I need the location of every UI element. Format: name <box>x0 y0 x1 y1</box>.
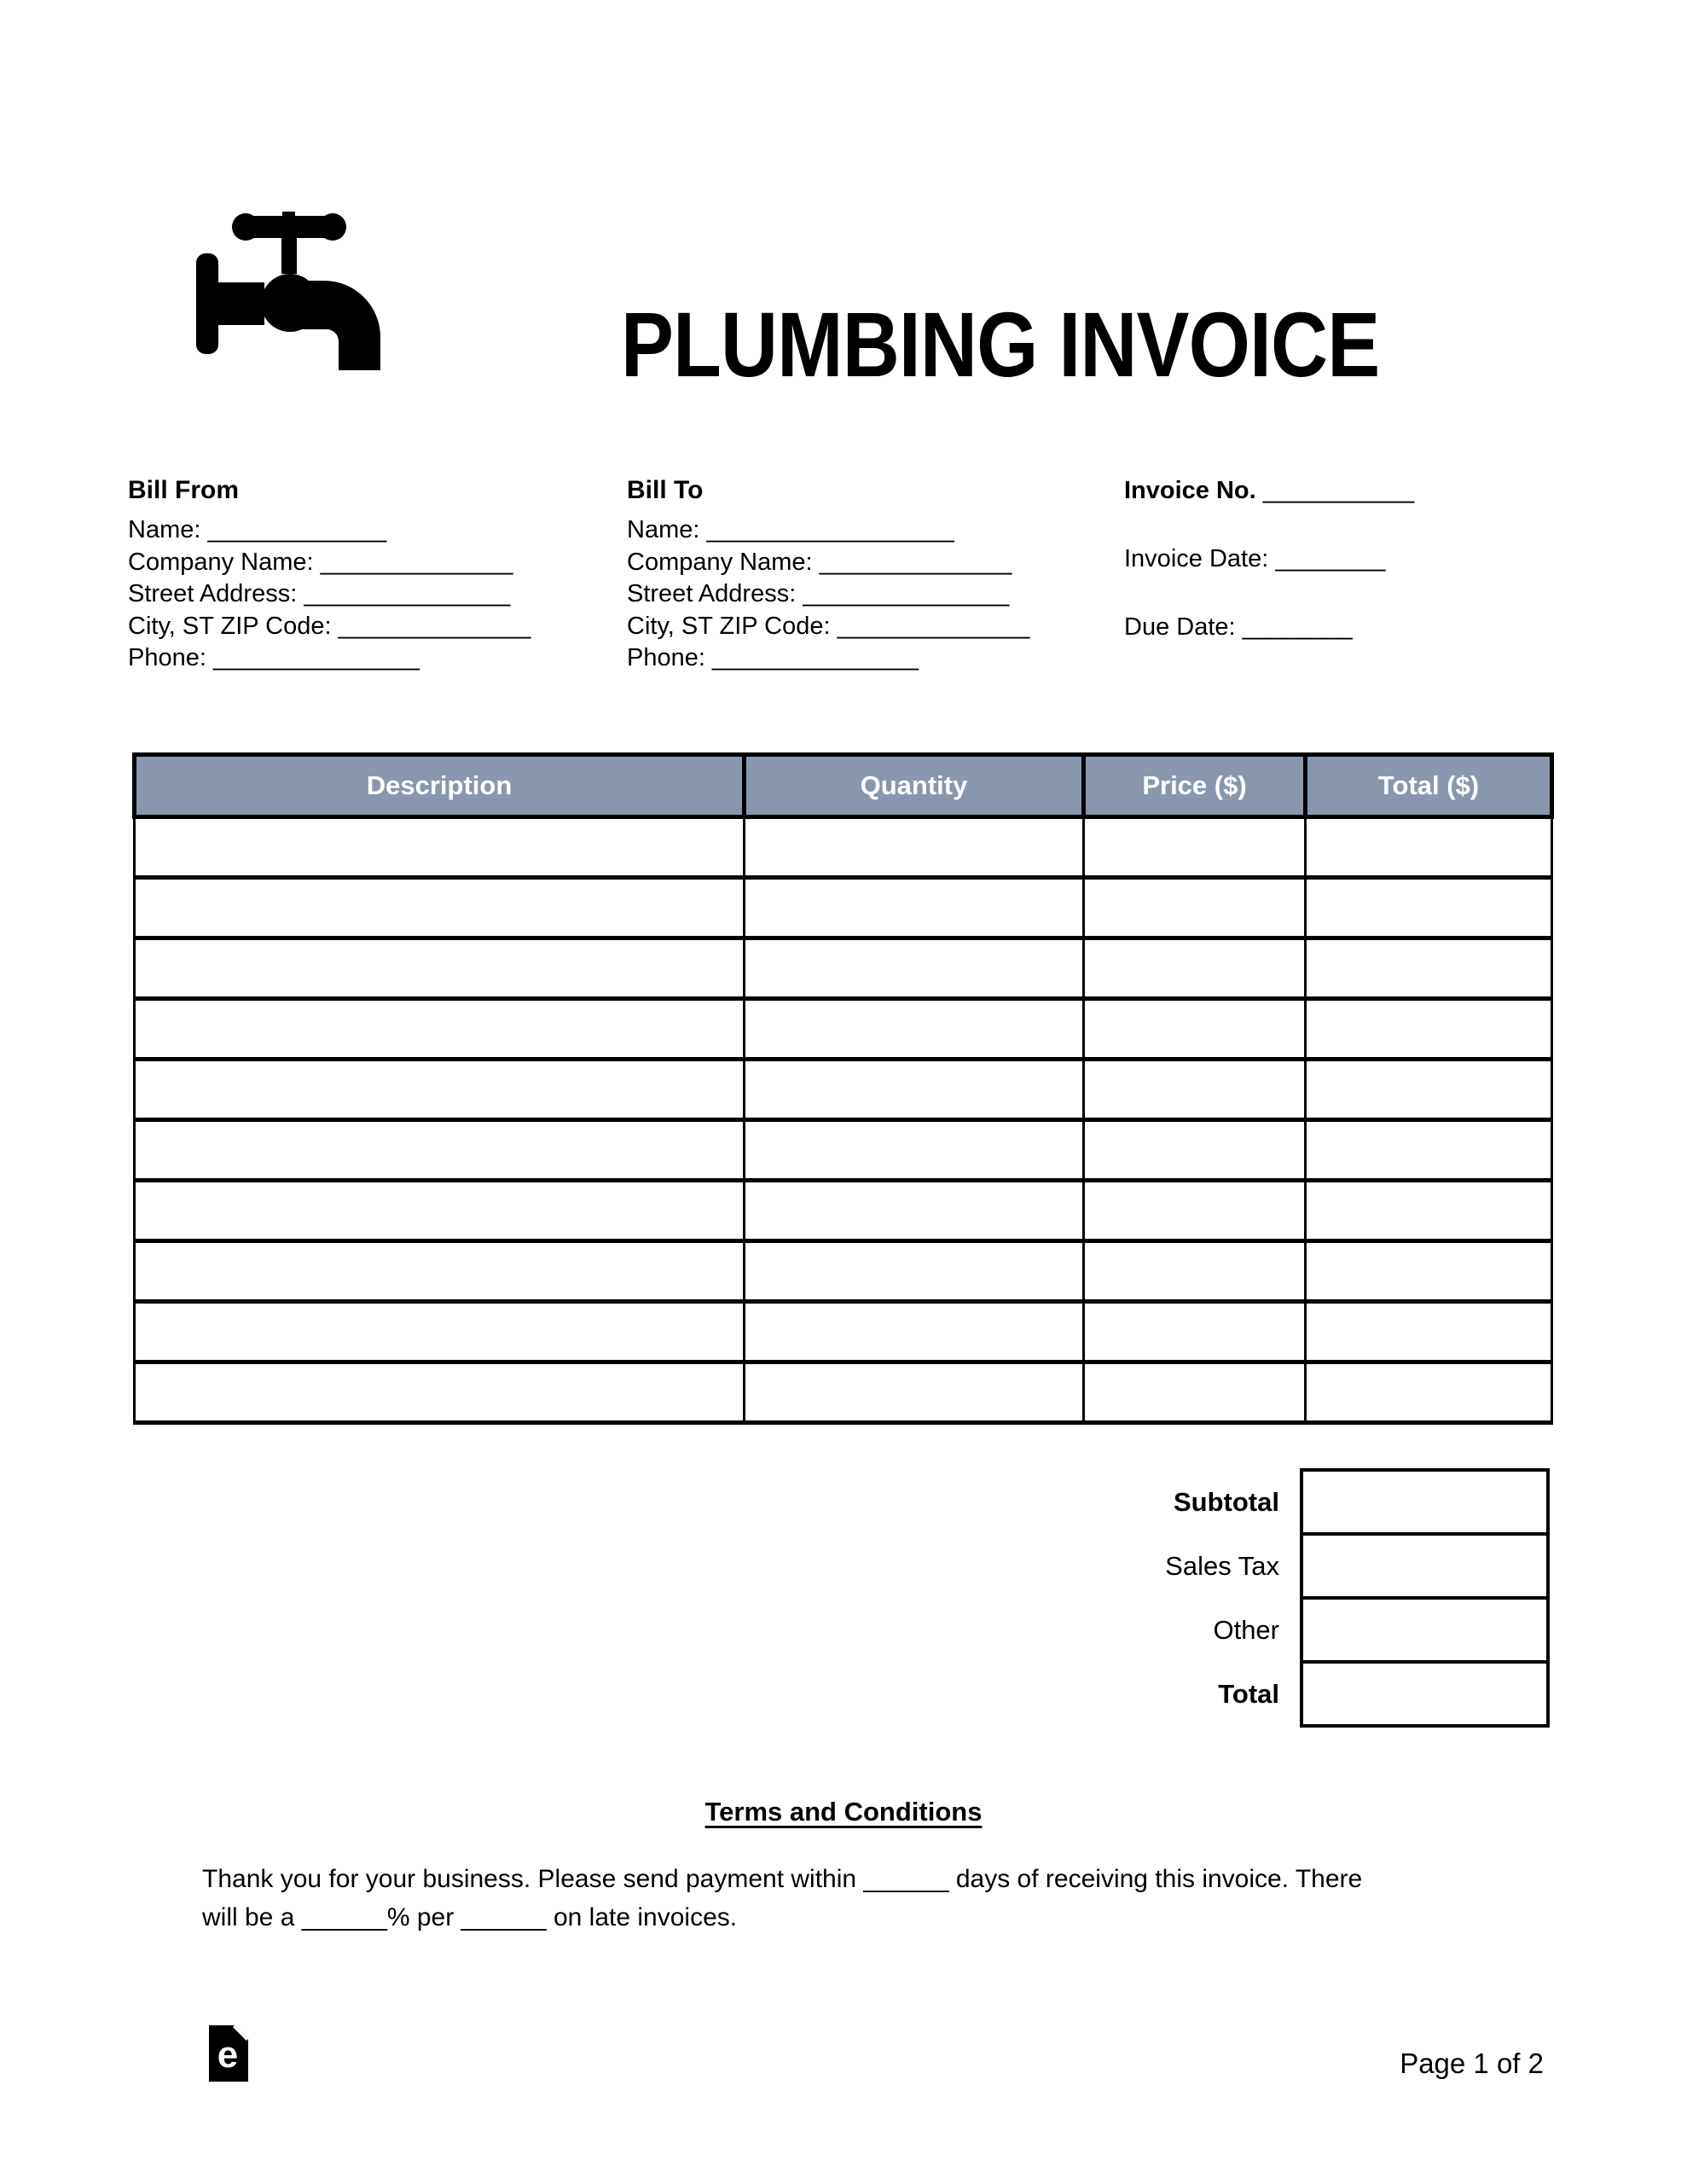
cell-price <box>1084 1362 1306 1423</box>
bill-from-city-line: City, ST ZIP Code: ______________ <box>128 612 531 640</box>
bill-to-company-line: Company Name: ______________ <box>627 548 1012 576</box>
terms-paragraph <box>202 1860 1533 1937</box>
table-row <box>135 999 1552 1060</box>
cell-price <box>1084 817 1306 878</box>
column-header-description: Description <box>135 755 745 817</box>
other-row <box>132 1596 1550 1664</box>
column-header-quantity: Quantity <box>745 755 1084 817</box>
cell-price <box>1084 1181 1306 1241</box>
cell-total <box>1306 878 1552 938</box>
total-value-box <box>1300 1660 1550 1728</box>
cell-description <box>135 1302 745 1362</box>
invoice-meta-section <box>1124 474 1585 679</box>
subtotal-row <box>132 1468 1550 1536</box>
invoice-date-blank: ________ <box>1268 545 1386 572</box>
faucet-handle-ball-left <box>232 213 259 241</box>
cell-price <box>1084 878 1306 938</box>
cell-price <box>1084 999 1306 1060</box>
due-date-label: Due Date: <box>1124 613 1236 641</box>
table-row <box>135 1060 1552 1120</box>
cell-description <box>135 999 745 1060</box>
bill-to-phone-line: Phone: _______________ <box>627 644 919 671</box>
other-value-box <box>1300 1596 1550 1664</box>
cell-total <box>1306 938 1552 999</box>
faucet-spout <box>290 281 380 370</box>
column-header-price: Price ($) <box>1084 755 1306 817</box>
cell-total <box>1306 1060 1552 1120</box>
column-header-total: Total ($) <box>1306 755 1552 817</box>
cell-price <box>1084 1060 1306 1120</box>
bill-to-section <box>627 474 1113 675</box>
terms-line-1: Thank you for your business. Please send payment within ______ days of receiving this invoice. There <box>202 1865 1363 1893</box>
terms-line-2: will be a ______% per ______ on late invoices. <box>202 1903 738 1931</box>
cell-quantity <box>745 1241 1084 1302</box>
page-number: Page 1 of 2 <box>1400 2048 1544 2079</box>
eforms-logo-letter: e <box>217 2034 239 2076</box>
faucet-pipe <box>215 282 264 325</box>
cell-quantity <box>745 938 1084 999</box>
cell-description <box>135 1120 745 1181</box>
sales-tax-value-box <box>1300 1532 1550 1600</box>
page-title: PLUMBING INVOICE <box>621 293 1380 396</box>
cell-price <box>1084 1302 1306 1362</box>
cell-total <box>1306 817 1552 878</box>
table-row <box>135 817 1552 878</box>
eforms-logo-icon <box>209 2025 248 2082</box>
cell-description <box>135 1181 745 1241</box>
cell-price <box>1084 1120 1306 1181</box>
table-row <box>135 1241 1552 1302</box>
terms-heading: Terms and Conditions <box>704 1797 983 1827</box>
cell-quantity <box>745 999 1084 1060</box>
cell-price <box>1084 1241 1306 1302</box>
cell-description <box>135 878 745 938</box>
table-row <box>135 938 1552 999</box>
table-header-row <box>135 755 1552 817</box>
cell-total <box>1306 1362 1552 1423</box>
sales-tax-label: Sales Tax <box>1165 1550 1279 1581</box>
cell-total <box>1306 1302 1552 1362</box>
cell-description <box>135 817 745 878</box>
cell-quantity <box>745 878 1084 938</box>
cell-quantity <box>745 817 1084 878</box>
faucet-handle-ball-right <box>319 213 346 241</box>
bill-to-heading: Bill To <box>627 476 704 504</box>
cell-description <box>135 1241 745 1302</box>
other-label: Other <box>1213 1614 1279 1645</box>
cell-quantity <box>745 1362 1084 1423</box>
invoice-number-blank: ___________ <box>1255 477 1415 504</box>
faucet-stem <box>281 235 297 274</box>
total-row <box>132 1660 1550 1728</box>
cell-description <box>135 1060 745 1120</box>
table-row <box>135 1302 1552 1362</box>
cell-quantity <box>745 1181 1084 1241</box>
invoice-table-body <box>135 817 1552 1423</box>
table-row <box>135 1120 1552 1181</box>
table-row <box>135 1181 1552 1241</box>
due-date-line <box>1124 611 1585 643</box>
total-label: Total <box>1218 1678 1279 1709</box>
due-date-blank: ________ <box>1235 613 1353 641</box>
subtotal-value-box <box>1300 1468 1550 1536</box>
sales-tax-row <box>132 1532 1550 1600</box>
bill-from-company-line: Company Name: ______________ <box>128 548 513 576</box>
cell-quantity <box>745 1060 1084 1120</box>
cell-price <box>1084 938 1306 999</box>
cell-total <box>1306 1120 1552 1181</box>
cell-total <box>1306 1181 1552 1241</box>
table-row <box>135 1362 1552 1423</box>
table-row <box>135 878 1552 938</box>
invoice-date-line <box>1124 543 1585 575</box>
invoice-number-line <box>1124 474 1585 507</box>
bill-from-phone-line: Phone: _______________ <box>128 644 420 671</box>
bill-to-street-line: Street Address: _______________ <box>627 580 1010 607</box>
totals-section <box>132 1468 1550 1728</box>
cell-description <box>135 938 745 999</box>
cell-quantity <box>745 1120 1084 1181</box>
bill-to-name-line: Name: __________________ <box>627 516 954 543</box>
bill-from-street-line: Street Address: _______________ <box>128 580 511 607</box>
cell-total <box>1306 1241 1552 1302</box>
cell-description <box>135 1362 745 1423</box>
invoice-number-label: Invoice No. <box>1124 477 1256 504</box>
cell-total <box>1306 999 1552 1060</box>
bill-from-section <box>128 474 614 675</box>
bill-from-heading: Bill From <box>128 476 240 504</box>
bill-to-city-line: City, ST ZIP Code: ______________ <box>627 612 1030 640</box>
invoice-date-label: Invoice Date: <box>1124 545 1269 572</box>
invoice-items-table <box>132 752 1554 1425</box>
bill-from-name-line: Name: _____________ <box>128 516 387 543</box>
subtotal-label: Subtotal <box>1174 1486 1279 1517</box>
faucet-icon <box>196 210 386 374</box>
cell-quantity <box>745 1302 1084 1362</box>
